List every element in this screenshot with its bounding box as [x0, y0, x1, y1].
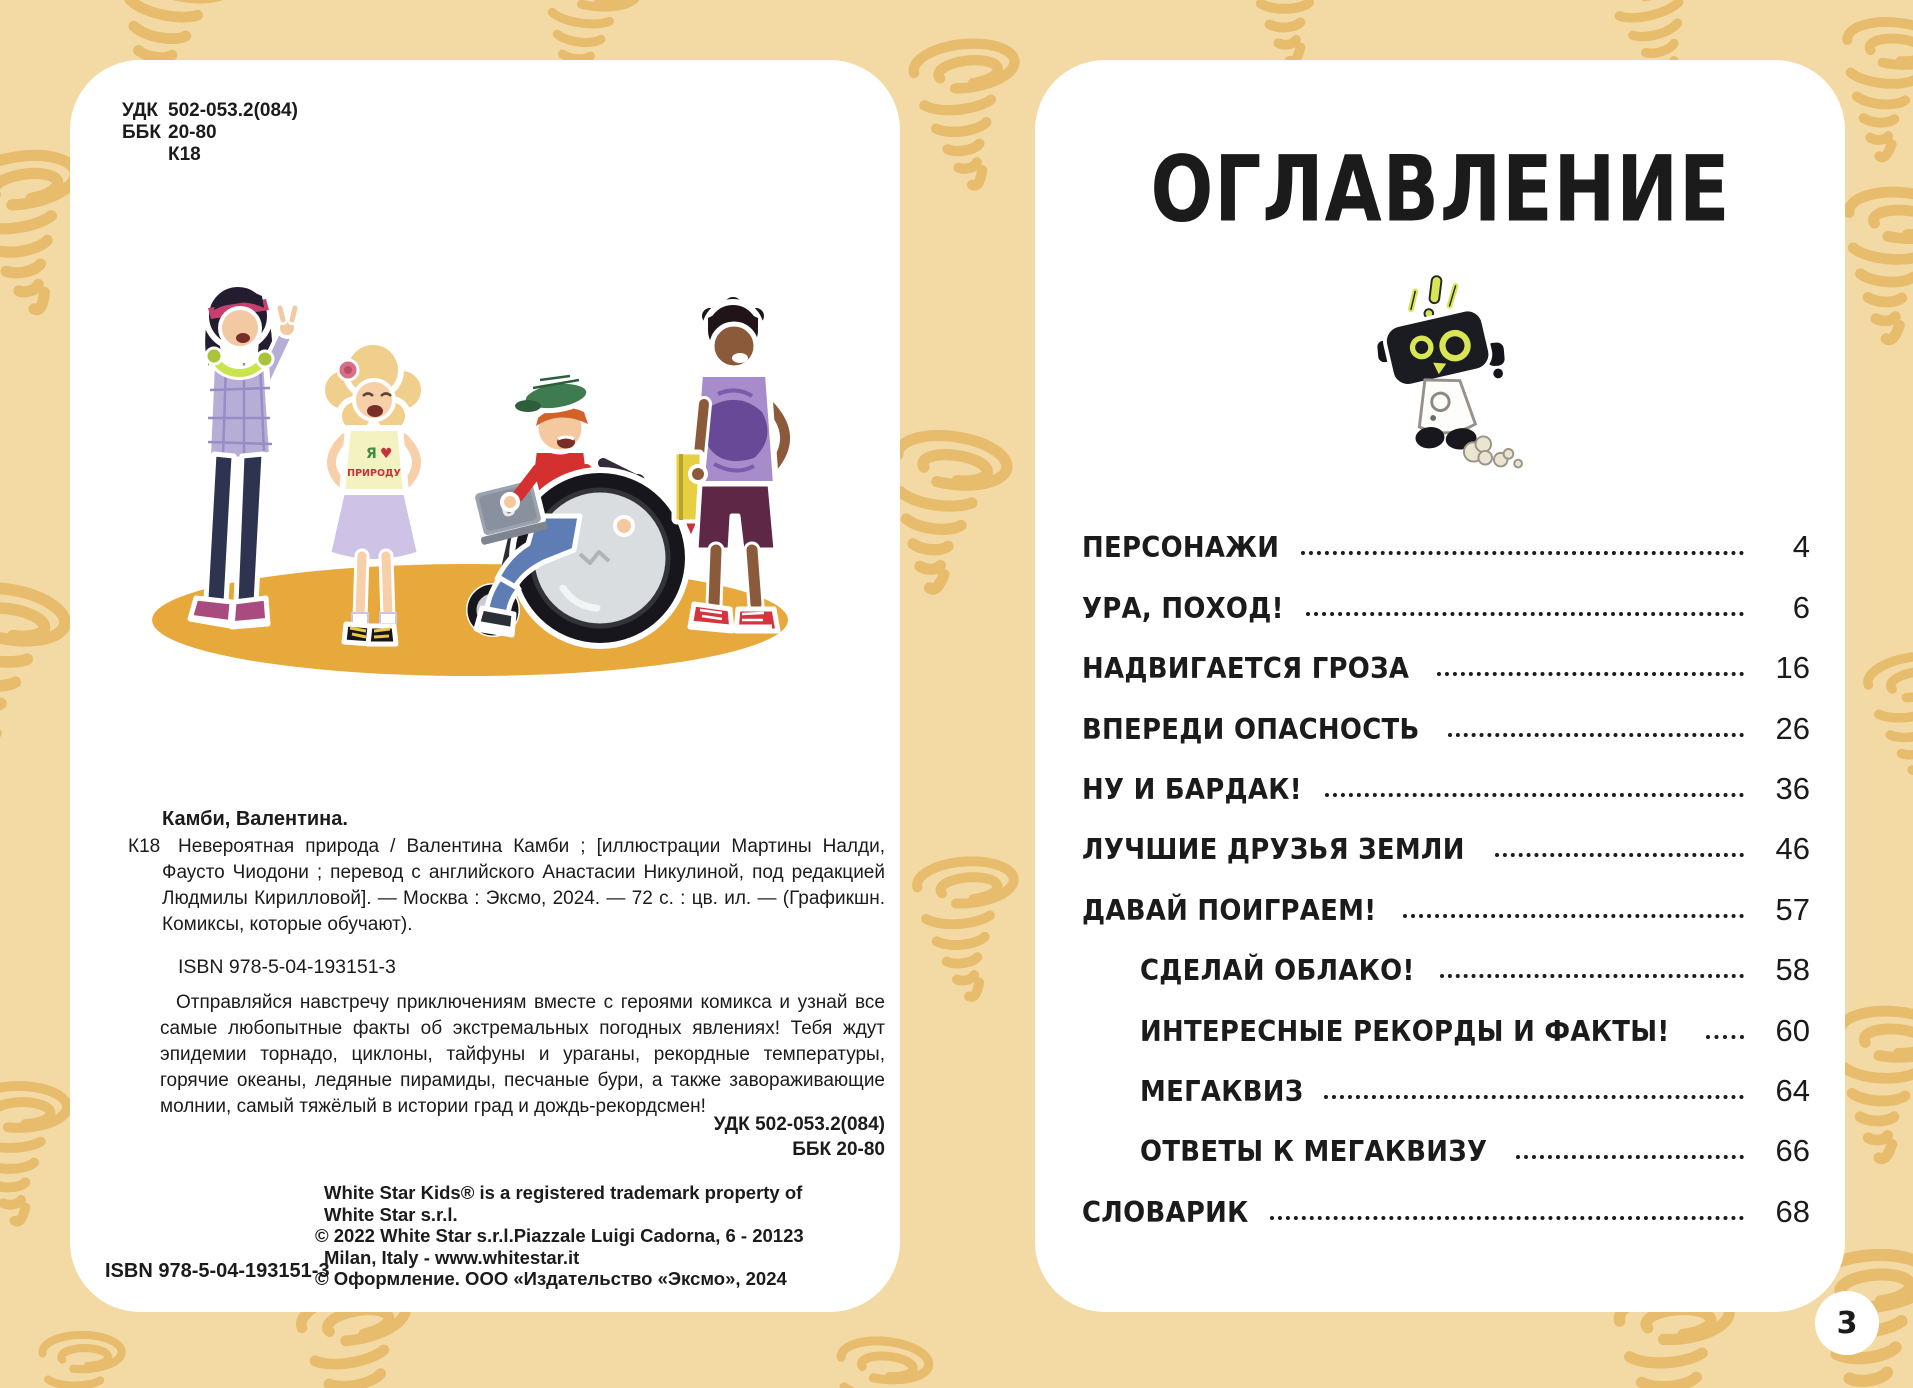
characters-illustration	[148, 258, 793, 683]
author-heading: Камби, Валентина.	[162, 808, 348, 830]
toc-entry-label: НАДВИГАЕТСЯ ГРОЗА	[1082, 653, 1410, 686]
imprint-page	[70, 60, 900, 1312]
toc-entry-page: 6	[1792, 589, 1810, 625]
toc-list	[1082, 515, 1810, 1240]
tshirt-text-word: ПРИРОДУ	[347, 468, 401, 479]
dot-leader	[1270, 1214, 1744, 1220]
toc-entry-label: ОТВЕТЫ К МЕГАКВИЗУ	[1140, 1136, 1488, 1169]
bbk-value: 20-80	[168, 122, 217, 143]
toc-entry	[1082, 575, 1810, 635]
udc-bottom-line: УДК 502-053.2(084)	[713, 1114, 885, 1135]
dot-leader	[1440, 972, 1744, 978]
toc-entry-label: МЕГАКВИЗ	[1140, 1075, 1304, 1108]
toc-entry	[1082, 696, 1810, 756]
toc-entry-page: 36	[1775, 770, 1810, 806]
toc-entry	[1082, 757, 1810, 817]
udc-classification-block	[122, 100, 298, 166]
toc-entry-label: ЛУЧШИЕ ДРУЗЬЯ ЗЕМЛИ	[1082, 834, 1465, 867]
dot-leader	[1448, 731, 1744, 737]
copyright-line: © 2022 White Star s.r.l.Piazzale Luigi Cadorna, 6 - 20123	[315, 1225, 804, 1246]
dot-leader	[1495, 851, 1744, 857]
toc-entry	[1082, 938, 1810, 998]
tshirt-text-ya: Я	[366, 446, 377, 462]
character-boy-wheelchair	[466, 376, 688, 646]
toc-entry-label: СДЕЛАЙ ОБЛАКО!	[1140, 954, 1415, 988]
tshirt-heart-icon: ♥	[380, 446, 393, 462]
imprint-block	[128, 806, 885, 980]
toc-entry	[1082, 515, 1810, 575]
toc-entry-page: 46	[1775, 831, 1810, 867]
catalog-code-top: К18	[168, 144, 201, 165]
dot-leader	[1437, 670, 1744, 676]
isbn-bottom: ISBN 978-5-04-193151-3	[105, 1260, 330, 1282]
copyright-block	[315, 1182, 890, 1290]
annotation-text: Отправляйся навстречу приключениям вместе с героями комикса и узнай все самые любопытные факты об экстремальных погодных явлениях! Тебя ждут эпидемии торнадо, циклоны, тайфуны и ураганы, рекордные температуры, горячие океаны, ледяные пирамиды, песчаные бури, а также завораживающие молнии, самый тяжёлый в истории град и дождь-рекордсмен!	[160, 992, 885, 1117]
toc-entry	[1082, 1119, 1810, 1179]
toc-entry	[1082, 636, 1810, 696]
bibliographic-description: Невероятная природа / Валентина Камби ; [иллюстрации Мартины Налди, Фаусто Чиодони ; перевод с английского Анастасии Никулиной, под редакцией Людмилы Кирилловой]. — Москва : Эксмо, 2024. — 72 с. : цв. ил. — (Графикшн. Комиксы, которые обучают).	[162, 836, 885, 935]
toc-entry-page: 66	[1775, 1133, 1810, 1169]
toc-entry-page: 68	[1775, 1193, 1810, 1229]
toc-entry-page: 26	[1775, 710, 1810, 746]
dot-leader	[1324, 1093, 1744, 1099]
isbn-mid: ISBN 978-5-04-193151-3	[178, 956, 396, 978]
toc-entry-page: 4	[1792, 529, 1810, 565]
dot-leader	[1301, 549, 1744, 555]
dot-leader	[1403, 912, 1744, 918]
dot-leader	[1306, 610, 1744, 616]
dot-leader	[1325, 791, 1744, 797]
toc-entry-label: НУ И БАРДАК!	[1082, 773, 1302, 807]
page-title: ОГЛАВЛЕНИЕ	[1150, 136, 1730, 242]
dot-leader	[1516, 1153, 1744, 1159]
robot-illustration	[1373, 274, 1523, 479]
toc-entry-label: СЛОВАРИК	[1082, 1196, 1249, 1229]
toc-entry	[1082, 998, 1810, 1058]
bbk-label: ББК	[122, 122, 161, 143]
copyright-line: White Star s.r.l.	[324, 1203, 458, 1225]
copyright-line: White Star Kids® is a registered trademark property of	[324, 1182, 803, 1203]
udc-label: УДК	[122, 100, 158, 121]
toc-entry-page: 57	[1775, 891, 1810, 927]
page-number-badge	[1815, 1291, 1879, 1355]
toc-entry-label: УРА, ПОХОД!	[1082, 592, 1284, 625]
toc-entry-label: ВПЕРЕДИ ОПАСНОСТЬ	[1082, 713, 1420, 746]
toc-entry-page: 16	[1775, 650, 1810, 686]
bbk-bottom-line: ББК 20-80	[792, 1139, 885, 1160]
toc-entry	[1082, 1179, 1810, 1239]
toc-entry-label: ИНТЕРЕСНЫЕ РЕКОРДЫ И ФАКТЫ!	[1140, 1015, 1670, 1048]
copyright-line: © Оформление. ООО «Издательство «Эксмо», 2024	[315, 1268, 787, 1289]
toc-entry	[1082, 817, 1810, 877]
toc-entry-page: 58	[1775, 952, 1810, 988]
copyright-line: Milan, Italy - www.whitestar.it	[324, 1246, 580, 1268]
toc-entry	[1082, 877, 1810, 937]
catalog-code: К18	[128, 836, 161, 857]
toc-entry-label: ДАВАЙ ПОИГРАЕМ!	[1082, 894, 1377, 927]
toc-entry-label: ПЕРСОНАЖИ	[1082, 532, 1280, 565]
page-number: 3	[1836, 1305, 1858, 1341]
udc-bottom-block	[714, 1112, 885, 1162]
dot-leader	[1706, 1033, 1744, 1039]
udc-value: 502-053.2(084)	[168, 100, 298, 121]
toc-entry	[1082, 1059, 1810, 1119]
contents-page	[1035, 60, 1845, 1312]
toc-entry-page: 64	[1775, 1072, 1810, 1108]
toc-entry-page: 60	[1775, 1012, 1810, 1048]
